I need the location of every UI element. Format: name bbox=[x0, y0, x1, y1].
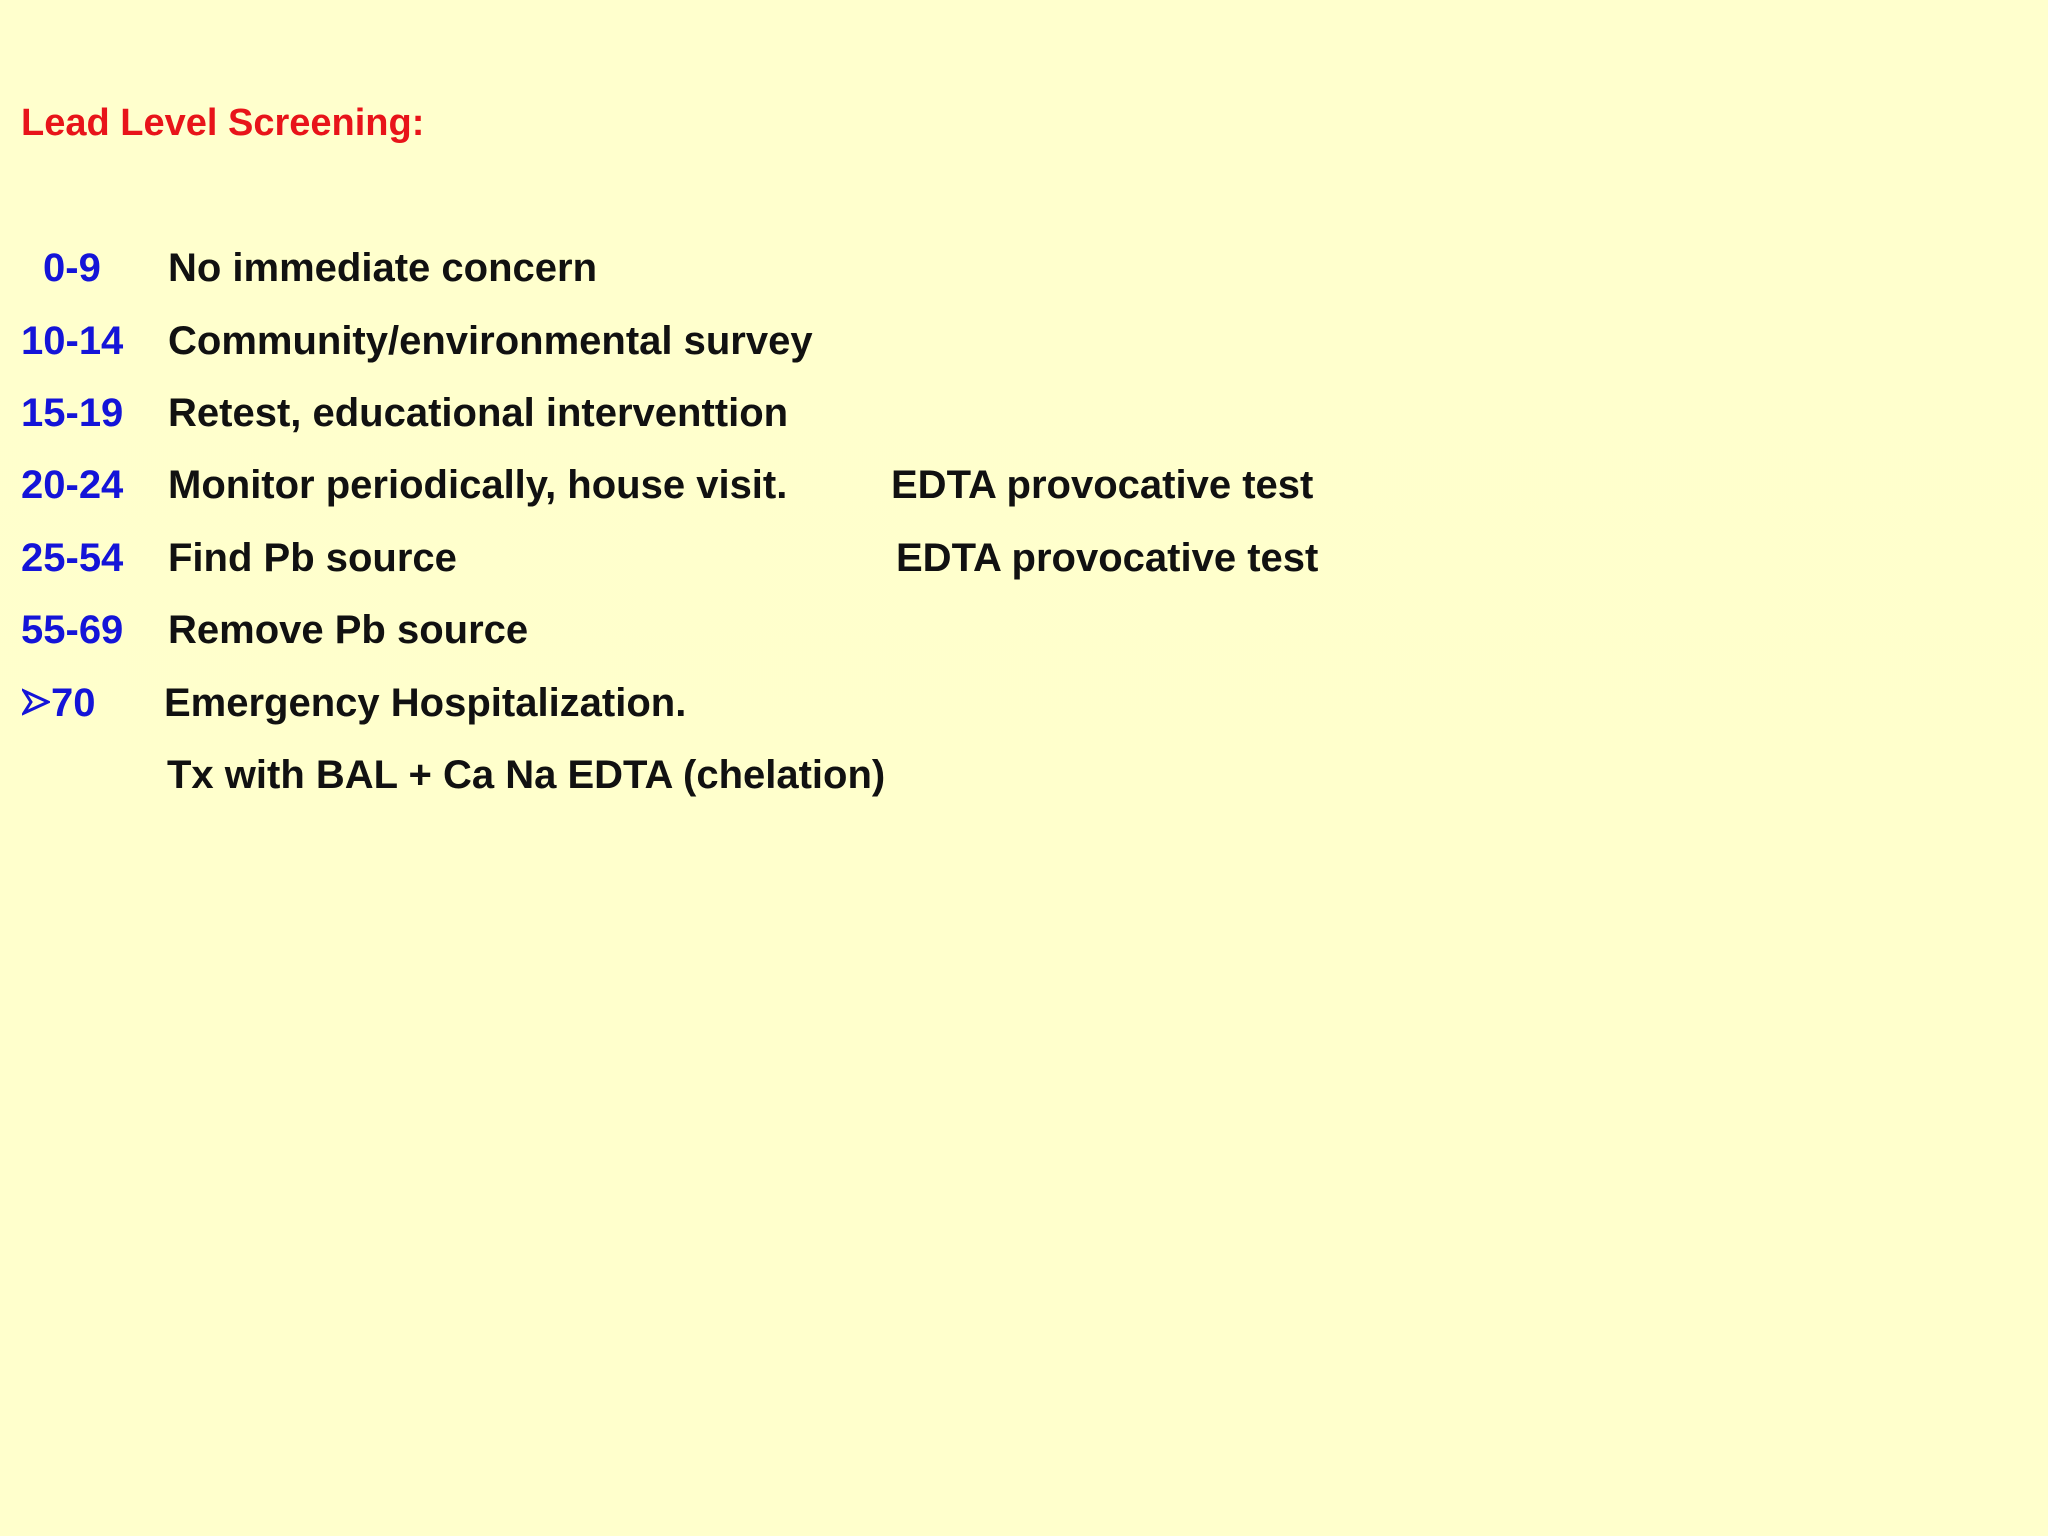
lead-range: 0-9 bbox=[43, 246, 101, 290]
lead-range: 20-24 bbox=[21, 463, 124, 507]
treatment-description: Tx with BAL + Ca Na EDTA (chelation) bbox=[167, 753, 886, 797]
additional-test: EDTA provocative test bbox=[896, 536, 1319, 580]
screening-row-treatment bbox=[0, 747, 1500, 803]
screening-row-70-plus bbox=[0, 675, 1500, 731]
lead-range: 70 bbox=[51, 681, 96, 725]
action-description: Remove Pb source bbox=[168, 608, 529, 652]
lead-range: 10-14 bbox=[21, 319, 124, 363]
action-description: Emergency Hospitalization. bbox=[164, 681, 687, 725]
screening-row-15-19 bbox=[0, 385, 1500, 441]
screening-row-10-14 bbox=[0, 313, 1500, 369]
additional-test: EDTA provocative test bbox=[891, 463, 1314, 507]
lead-range: 55-69 bbox=[21, 608, 124, 652]
screening-row-25-54 bbox=[0, 530, 1500, 586]
arrow-bullet-icon bbox=[22, 688, 50, 716]
screening-row-55-69 bbox=[0, 602, 1500, 658]
action-description: Community/environmental survey bbox=[168, 319, 813, 363]
screening-row-20-24 bbox=[0, 457, 1500, 513]
action-description: No immediate concern bbox=[168, 246, 598, 290]
action-description: Find Pb source bbox=[168, 536, 457, 580]
lead-range: 15-19 bbox=[21, 391, 124, 435]
action-description: Retest, educational interventtion bbox=[168, 391, 789, 435]
screening-row-0-9 bbox=[0, 240, 1500, 296]
slide-title: Lead Level Screening: bbox=[21, 102, 425, 144]
action-description: Monitor periodically, house visit. bbox=[168, 463, 788, 507]
lead-range: 25-54 bbox=[21, 536, 124, 580]
